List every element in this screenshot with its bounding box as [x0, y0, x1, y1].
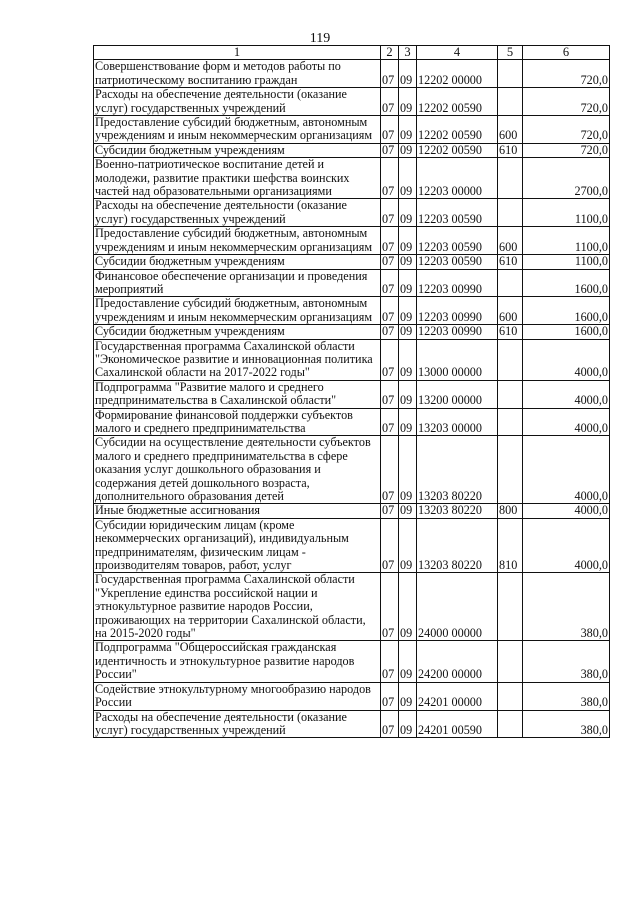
- row-name: Субсидии бюджетным учреждениям: [94, 255, 381, 269]
- row-name: Расходы на обеспечение деятельности (оказание услуг) государственных учреждений: [94, 199, 381, 227]
- row-expense-type: 600: [498, 116, 523, 144]
- row-subsection: 09: [399, 227, 417, 255]
- row-target-article: 24201 00590: [417, 710, 498, 738]
- column-header-subsection: 3: [399, 46, 417, 60]
- row-target-article: 13203 80220: [417, 504, 498, 518]
- row-amount: 720,0: [523, 88, 610, 116]
- row-amount: 1600,0: [523, 325, 610, 339]
- row-target-article: 12202 00590: [417, 143, 498, 157]
- row-expense-type: 600: [498, 297, 523, 325]
- row-expense-type: 600: [498, 227, 523, 255]
- row-expense-type: [498, 380, 523, 408]
- row-name: Субсидии бюджетным учреждениям: [94, 143, 381, 157]
- row-name: Предоставление субсидий бюджетным, автономным учреждениям и иным некоммерческим организациям: [94, 297, 381, 325]
- row-amount: 380,0: [523, 682, 610, 710]
- row-name: Государственная программа Сахалинской области "Укрепление единства российской нации и этнокультурное развитие народов России, проживающих на территории Сахалинской области, на 2015-2020 годы": [94, 573, 381, 641]
- row-section: 07: [381, 573, 399, 641]
- row-section: 07: [381, 408, 399, 436]
- row-expense-type: 610: [498, 255, 523, 269]
- row-amount: 4000,0: [523, 518, 610, 573]
- row-target-article: 12203 00590: [417, 199, 498, 227]
- row-subsection: 09: [399, 436, 417, 504]
- row-section: 07: [381, 380, 399, 408]
- row-subsection: 09: [399, 408, 417, 436]
- row-expense-type: [498, 682, 523, 710]
- row-target-article: 12203 00590: [417, 255, 498, 269]
- row-expense-type: [498, 60, 523, 88]
- row-section: 07: [381, 436, 399, 504]
- row-section: 07: [381, 158, 399, 199]
- table-row: [94, 573, 610, 641]
- table-row: [94, 199, 610, 227]
- row-subsection: 09: [399, 116, 417, 144]
- row-amount: 1100,0: [523, 255, 610, 269]
- row-section: 07: [381, 682, 399, 710]
- row-section: 07: [381, 199, 399, 227]
- row-target-article: 12203 00990: [417, 269, 498, 297]
- row-name: Финансовое обеспечение организации и проведения мероприятий: [94, 269, 381, 297]
- table-row: [94, 504, 610, 518]
- row-name: Иные бюджетные ассигнования: [94, 504, 381, 518]
- row-target-article: 12202 00590: [417, 116, 498, 144]
- row-amount: 4000,0: [523, 436, 610, 504]
- row-expense-type: 810: [498, 518, 523, 573]
- row-subsection: 09: [399, 88, 417, 116]
- row-subsection: 09: [399, 682, 417, 710]
- row-section: 07: [381, 641, 399, 682]
- table-row: [94, 325, 610, 339]
- row-name: Субсидии юридическим лицам (кроме некоммерческих организаций), индивидуальным предпринимателям, физическим лицам - производителям товаров, работ, услуг: [94, 518, 381, 573]
- row-expense-type: [498, 158, 523, 199]
- row-target-article: 13200 00000: [417, 380, 498, 408]
- row-subsection: 09: [399, 297, 417, 325]
- row-expense-type: [498, 710, 523, 738]
- row-amount: 4000,0: [523, 380, 610, 408]
- row-expense-type: [498, 408, 523, 436]
- row-section: 07: [381, 339, 399, 380]
- row-section: 07: [381, 325, 399, 339]
- row-target-article: 13203 80220: [417, 436, 498, 504]
- row-amount: 380,0: [523, 710, 610, 738]
- table-row: [94, 339, 610, 380]
- table-body: [94, 60, 610, 738]
- row-subsection: 09: [399, 199, 417, 227]
- row-name: Содействие этнокультурному многообразию народов России: [94, 682, 381, 710]
- row-expense-type: [498, 88, 523, 116]
- row-target-article: 13203 80220: [417, 518, 498, 573]
- row-section: 07: [381, 269, 399, 297]
- row-amount: 1600,0: [523, 269, 610, 297]
- row-amount: 1600,0: [523, 297, 610, 325]
- row-target-article: 12203 00990: [417, 325, 498, 339]
- row-name: Расходы на обеспечение деятельности (оказание услуг) государственных учреждений: [94, 88, 381, 116]
- row-name: Военно-патриотическое воспитание детей и молодежи, развитие практики шефства воинских частей над образовательными организациями: [94, 158, 381, 199]
- row-subsection: 09: [399, 158, 417, 199]
- table-row: [94, 436, 610, 504]
- table-header-row: [94, 46, 610, 60]
- column-header-amount: 6: [523, 46, 610, 60]
- row-amount: 4000,0: [523, 504, 610, 518]
- row-target-article: 24200 00000: [417, 641, 498, 682]
- row-target-article: 13203 00000: [417, 408, 498, 436]
- row-section: 07: [381, 143, 399, 157]
- row-subsection: 09: [399, 339, 417, 380]
- row-section: 07: [381, 60, 399, 88]
- row-subsection: 09: [399, 255, 417, 269]
- row-subsection: 09: [399, 380, 417, 408]
- row-amount: 1100,0: [523, 199, 610, 227]
- row-amount: 1100,0: [523, 227, 610, 255]
- table-row: [94, 158, 610, 199]
- row-section: 07: [381, 710, 399, 738]
- row-amount: 4000,0: [523, 339, 610, 380]
- row-subsection: 09: [399, 641, 417, 682]
- row-target-article: 13000 00000: [417, 339, 498, 380]
- table-row: [94, 682, 610, 710]
- column-header-expense-type: 5: [498, 46, 523, 60]
- row-section: 07: [381, 116, 399, 144]
- table-row: [94, 255, 610, 269]
- row-expense-type: [498, 339, 523, 380]
- row-target-article: 12202 00590: [417, 88, 498, 116]
- row-amount: 380,0: [523, 573, 610, 641]
- row-expense-type: 610: [498, 325, 523, 339]
- row-amount: 720,0: [523, 143, 610, 157]
- budget-table: [93, 45, 610, 738]
- row-subsection: 09: [399, 504, 417, 518]
- row-name: Формирование финансовой поддержки субъектов малого и среднего предпринимательства: [94, 408, 381, 436]
- row-subsection: 09: [399, 325, 417, 339]
- column-header-target-article: 4: [417, 46, 498, 60]
- table-row: [94, 269, 610, 297]
- row-name: Предоставление субсидий бюджетным, автономным учреждениям и иным некоммерческим организациям: [94, 227, 381, 255]
- table-row: [94, 60, 610, 88]
- row-section: 07: [381, 504, 399, 518]
- table-row: [94, 297, 610, 325]
- row-expense-type: [498, 573, 523, 641]
- row-amount: 720,0: [523, 116, 610, 144]
- column-header-name: 1: [94, 46, 381, 60]
- table-row: [94, 710, 610, 738]
- table-row: [94, 408, 610, 436]
- table-row: [94, 88, 610, 116]
- row-expense-type: [498, 641, 523, 682]
- row-amount: 2700,0: [523, 158, 610, 199]
- table-row: [94, 227, 610, 255]
- row-subsection: 09: [399, 143, 417, 157]
- row-section: 07: [381, 518, 399, 573]
- row-subsection: 09: [399, 269, 417, 297]
- row-name: Предоставление субсидий бюджетным, автономным учреждениям и иным некоммерческим организациям: [94, 116, 381, 144]
- row-expense-type: [498, 199, 523, 227]
- row-amount: 380,0: [523, 641, 610, 682]
- row-section: 07: [381, 255, 399, 269]
- row-name: Подпрограмма "Развитие малого и среднего предпринимательства в Сахалинской области": [94, 380, 381, 408]
- row-name: Подпрограмма "Общероссийская гражданская идентичность и этнокультурное развитие народов России": [94, 641, 381, 682]
- row-expense-type: [498, 436, 523, 504]
- row-expense-type: [498, 269, 523, 297]
- row-subsection: 09: [399, 710, 417, 738]
- page-number: 119: [309, 31, 331, 46]
- row-subsection: 09: [399, 573, 417, 641]
- row-section: 07: [381, 227, 399, 255]
- row-target-article: 12203 00990: [417, 297, 498, 325]
- row-target-article: 12202 00000: [417, 60, 498, 88]
- row-target-article: 24000 00000: [417, 573, 498, 641]
- table-row: [94, 116, 610, 144]
- row-name: Субсидии бюджетным учреждениям: [94, 325, 381, 339]
- row-expense-type: 800: [498, 504, 523, 518]
- row-name: Совершенствование форм и методов работы по патриотическому воспитанию граждан: [94, 60, 381, 88]
- row-subsection: 09: [399, 60, 417, 88]
- row-section: 07: [381, 297, 399, 325]
- row-subsection: 09: [399, 518, 417, 573]
- row-target-article: 12203 00000: [417, 158, 498, 199]
- table-row: [94, 143, 610, 157]
- column-header-section: 2: [381, 46, 399, 60]
- row-target-article: 12203 00590: [417, 227, 498, 255]
- row-amount: 4000,0: [523, 408, 610, 436]
- row-expense-type: 610: [498, 143, 523, 157]
- row-target-article: 24201 00000: [417, 682, 498, 710]
- row-section: 07: [381, 88, 399, 116]
- table-row: [94, 641, 610, 682]
- table-row: [94, 380, 610, 408]
- row-amount: 720,0: [523, 60, 610, 88]
- row-name: Субсидии на осуществление деятельности субъектов малого и среднего предпринимательства в сфере оказания услуг дошкольного образования и содержания детей дошкольного возраста, дополнительного образования детей: [94, 436, 381, 504]
- table-row: [94, 518, 610, 573]
- row-name: Государственная программа Сахалинской области "Экономическое развитие и инновационная политика Сахалинской области на 2017-2022 годы": [94, 339, 381, 380]
- row-name: Расходы на обеспечение деятельности (оказание услуг) государственных учреждений: [94, 710, 381, 738]
